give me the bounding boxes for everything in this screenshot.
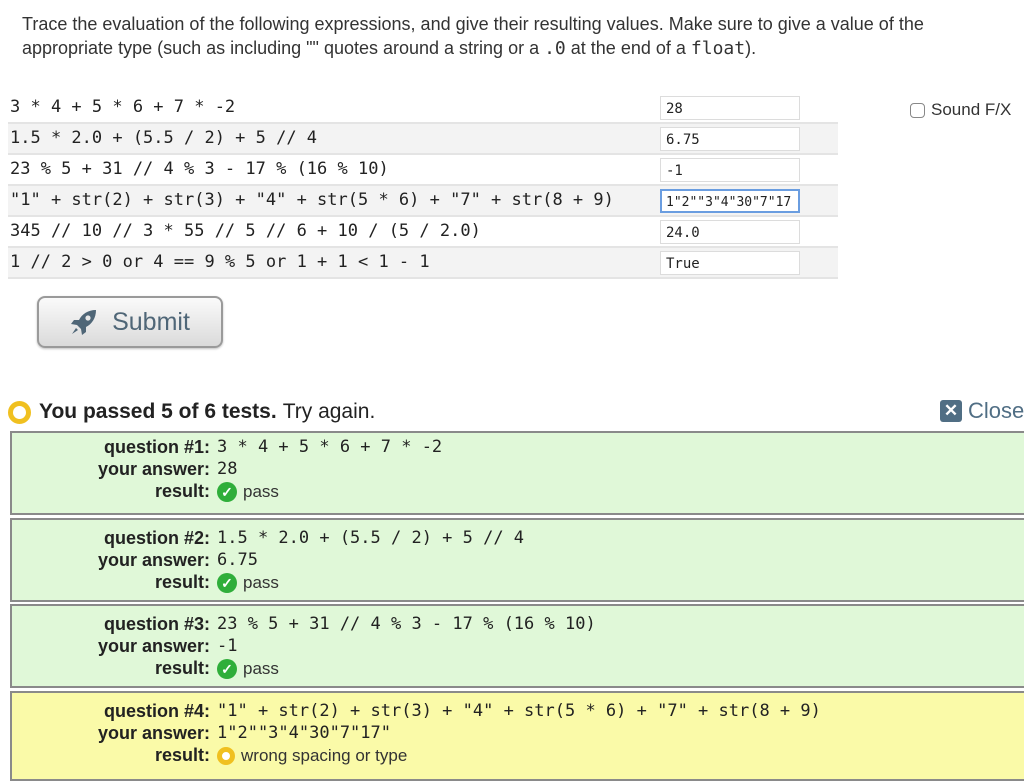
check-icon: ✓ <box>217 659 237 679</box>
instructions-code-float: float <box>690 38 746 59</box>
question-text: "1" + str(2) + str(3) + "4" + str(5 * 6) + "7" + str(8 + 9) <box>217 701 821 721</box>
your-answer-text: 6.75 <box>217 550 258 570</box>
question-text: 23 % 5 + 31 // 4 % 3 - 17 % (16 % 10) <box>217 614 596 634</box>
answer-input[interactable]: 28 <box>660 96 800 120</box>
expression-row <box>8 93 838 124</box>
instructions-code-float-suffix: .0 <box>544 38 566 59</box>
result-summary-bold: You passed 5 of 6 tests. <box>39 400 277 423</box>
your-answer-label: your answer: <box>97 550 210 570</box>
result-text: wrong spacing or type <box>241 746 408 765</box>
partial-status-icon <box>8 401 31 424</box>
answer-input[interactable]: True <box>660 251 800 275</box>
submit-button[interactable] <box>37 296 223 348</box>
expression-row <box>8 248 838 279</box>
warning-icon <box>217 747 235 765</box>
result-text: pass <box>243 573 279 592</box>
answer-input[interactable]: 1"2""3"4"30"7"17 <box>660 189 800 213</box>
answer-input[interactable]: 6.75 <box>660 127 800 151</box>
test-result <box>217 659 279 679</box>
expression-table <box>8 93 838 279</box>
result-text: pass <box>243 482 279 501</box>
question-text: 3 * 4 + 5 * 6 + 7 * -2 <box>217 437 443 457</box>
expression-row <box>8 186 838 217</box>
sound-fx-checkbox[interactable] <box>910 103 925 118</box>
expression-text: "1" + str(2) + str(3) + "4" + str(5 * 6) + "7" + str(8 + 9) <box>10 190 614 210</box>
check-icon: ✓ <box>217 482 237 502</box>
test-result-card <box>10 691 1024 781</box>
question-label: question #1: <box>103 437 210 457</box>
result-summary <box>8 400 375 424</box>
question-text: 1.5 * 2.0 + (5.5 / 2) + 5 // 4 <box>217 528 525 548</box>
result-label: result: <box>154 658 210 678</box>
expression-text: 1 // 2 > 0 or 4 == 9 % 5 or 1 + 1 < 1 - 1 <box>10 252 430 272</box>
close-icon: ✕ <box>940 400 962 422</box>
instructions-line-2 <box>22 36 982 61</box>
question-label: question #3: <box>103 614 210 634</box>
expression-text: 23 % 5 + 31 // 4 % 3 - 17 % (16 % 10) <box>10 159 389 179</box>
your-answer-label: your answer: <box>97 636 210 656</box>
test-result <box>217 482 279 502</box>
expression-row <box>8 155 838 186</box>
test-result <box>217 746 407 766</box>
sound-fx-toggle[interactable] <box>910 100 1011 120</box>
submit-label: Submit <box>112 307 190 336</box>
instructions-text: appropriate type (such as including "" quotes around a string or a <box>22 38 545 58</box>
question-label: question #4: <box>103 701 210 721</box>
rocket-icon <box>70 308 98 336</box>
result-text: pass <box>243 659 279 678</box>
instructions <box>22 12 982 61</box>
close-label: Close <box>968 398 1024 423</box>
your-answer-text: -1 <box>217 636 238 656</box>
test-result-card <box>10 431 1024 515</box>
test-result-card <box>10 604 1024 688</box>
expression-text: 1.5 * 2.0 + (5.5 / 2) + 5 // 4 <box>10 128 318 148</box>
result-label: result: <box>154 745 210 765</box>
instructions-line-1: Trace the evaluation of the following expressions, and give their resulting values. Make sure to give a value of the <box>22 14 924 34</box>
close-button[interactable] <box>940 398 1024 424</box>
instructions-text: ). <box>745 38 757 58</box>
test-result-card <box>10 518 1024 602</box>
check-icon: ✓ <box>217 573 237 593</box>
expression-text: 345 // 10 // 3 * 55 // 5 // 6 + 10 / (5 / 2.0) <box>10 221 481 241</box>
sound-fx-label: Sound F/X <box>931 100 1012 119</box>
instructions-text: at the end of a <box>565 38 691 58</box>
question-label: question #2: <box>103 528 210 548</box>
answer-input[interactable]: -1 <box>660 158 800 182</box>
test-result <box>217 573 279 593</box>
your-answer-text: 28 <box>217 459 238 479</box>
answer-input[interactable]: 24.0 <box>660 220 800 244</box>
result-label: result: <box>154 572 210 592</box>
expression-row <box>8 124 838 155</box>
expression-text: 3 * 4 + 5 * 6 + 7 * -2 <box>10 97 236 117</box>
your-answer-label: your answer: <box>97 723 210 743</box>
your-answer-text: 1"2""3"4"30"7"17" <box>217 723 391 743</box>
result-summary-text: Try again. <box>282 400 376 423</box>
your-answer-label: your answer: <box>97 459 210 479</box>
result-label: result: <box>154 481 210 501</box>
expression-row <box>8 217 838 248</box>
